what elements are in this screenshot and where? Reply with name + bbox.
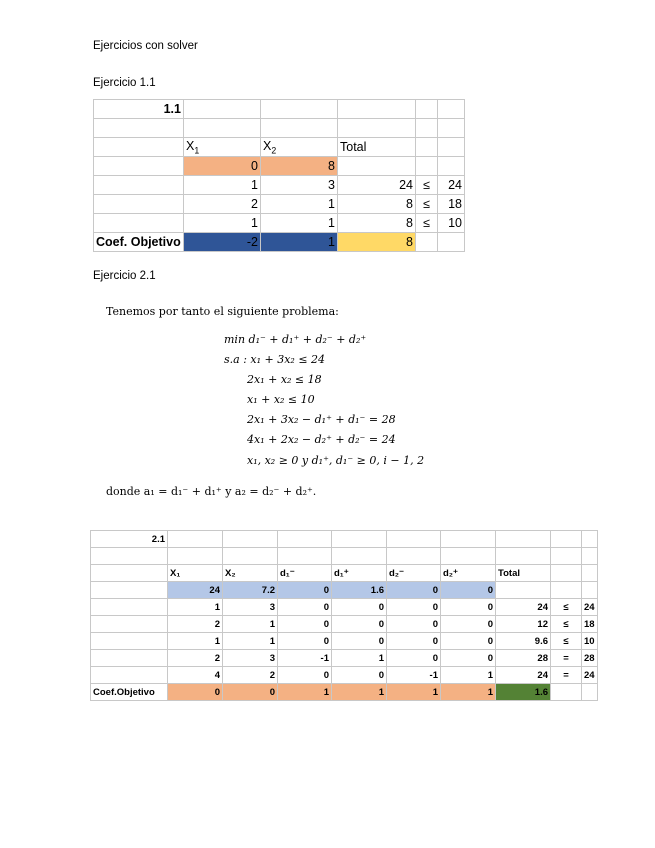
cell[interactable]	[223, 548, 278, 565]
cell[interactable]	[416, 119, 438, 138]
cell[interactable]	[94, 138, 184, 157]
cell[interactable]	[441, 531, 496, 548]
problem-statement-figure	[106, 305, 546, 505]
cell[interactable]	[91, 565, 168, 582]
cell[interactable]	[223, 531, 278, 548]
cell[interactable]	[94, 195, 184, 214]
header-x2-sub: 2	[271, 145, 277, 156]
cell[interactable]	[91, 582, 168, 599]
constraint-2: 2x₁ + x₂ ≤ 18	[247, 373, 322, 386]
cell[interactable]	[338, 100, 416, 119]
coef-cell[interactable]: 1	[168, 599, 223, 616]
coef-cell[interactable]: 0	[278, 633, 332, 650]
coef-cell[interactable]: 2	[168, 616, 223, 633]
table-row	[91, 531, 598, 548]
table-row	[94, 233, 465, 252]
cell[interactable]	[582, 531, 598, 548]
objective-coef-cell[interactable]: 1	[441, 684, 496, 701]
rhs-cell[interactable]: 10	[438, 214, 465, 233]
rhs-cell[interactable]: 24	[438, 176, 465, 195]
total-cell[interactable]: 12	[496, 616, 551, 633]
spreadsheet-table-2-1	[90, 530, 598, 701]
coef-cell[interactable]: 2	[223, 667, 278, 684]
constraint-5: 4x₁ + 2x₂ − d₂⁺ + d₂⁻ = 24	[247, 433, 396, 446]
header-d1-minus[interactable]: d₁⁻	[278, 565, 332, 582]
table-row	[91, 565, 598, 582]
header-d2-minus[interactable]: d₂⁻	[387, 565, 441, 582]
coef-cell[interactable]: 0	[441, 650, 496, 667]
cell[interactable]	[551, 684, 582, 701]
total-cell[interactable]: 24	[496, 599, 551, 616]
objective-coef-cell[interactable]: 0	[168, 684, 223, 701]
coef-cell[interactable]: 0	[278, 599, 332, 616]
rhs-cell[interactable]: 18	[582, 616, 598, 633]
cell[interactable]	[91, 616, 168, 633]
table-row	[94, 214, 465, 233]
cell[interactable]	[91, 633, 168, 650]
cell[interactable]	[91, 650, 168, 667]
coef-cell[interactable]: 0	[278, 616, 332, 633]
total-cell[interactable]: 8	[338, 214, 416, 233]
coef-cell[interactable]: 0	[387, 633, 441, 650]
header-x2[interactable]: X₂	[223, 565, 278, 582]
coef-cell[interactable]: 0	[332, 599, 387, 616]
constraint-4: 2x₁ + 3x₂ − d₁⁺ + d₁⁻ = 28	[247, 413, 396, 426]
objective-coef-cell[interactable]: 0	[223, 684, 278, 701]
table-row	[94, 100, 465, 119]
header-d2-plus[interactable]: d₂⁺	[441, 565, 496, 582]
coef-cell[interactable]: 0	[441, 616, 496, 633]
coef-cell[interactable]: 1	[261, 214, 338, 233]
table-row	[94, 195, 465, 214]
table-row	[91, 650, 598, 667]
cell[interactable]	[278, 531, 332, 548]
var-x2-value[interactable]: 8	[261, 157, 338, 176]
var-value-cell[interactable]: 24	[168, 582, 223, 599]
cell[interactable]	[261, 100, 338, 119]
rhs-cell[interactable]: 10	[582, 633, 598, 650]
coef-cell[interactable]: 0	[387, 599, 441, 616]
var-value-cell[interactable]: 0	[387, 582, 441, 599]
objective-value[interactable]: 8	[338, 233, 416, 252]
coef-cell[interactable]: 1	[441, 667, 496, 684]
operator-cell[interactable]: ≤	[551, 633, 582, 650]
coef-cell[interactable]: 1	[261, 195, 338, 214]
cell[interactable]	[582, 684, 598, 701]
cell[interactable]	[332, 531, 387, 548]
operator-cell[interactable]: =	[551, 650, 582, 667]
objective-label[interactable]: Coef.Objetivo	[91, 684, 168, 701]
constraint-3: x₁ + x₂ ≤ 10	[247, 393, 315, 406]
coef-cell[interactable]: 1	[168, 633, 223, 650]
cell[interactable]	[416, 100, 438, 119]
total-cell[interactable]: 24	[496, 667, 551, 684]
objective-label[interactable]: Coef. Objetivo	[94, 233, 184, 252]
cell[interactable]	[551, 565, 582, 582]
cell[interactable]	[338, 157, 416, 176]
coef-cell[interactable]: -1	[387, 667, 441, 684]
table-row	[91, 616, 598, 633]
total-cell[interactable]: 24	[338, 176, 416, 195]
objective-coef-x2[interactable]: 1	[261, 233, 338, 252]
objective-coef-cell[interactable]: 1	[278, 684, 332, 701]
spreadsheet-table-1-1	[93, 99, 465, 252]
table-row	[91, 599, 598, 616]
exercise-2-label: Ejercicio 2.1	[93, 270, 156, 282]
rhs-cell[interactable]: 28	[582, 650, 598, 667]
coef-cell[interactable]: 4	[168, 667, 223, 684]
cell[interactable]	[416, 138, 438, 157]
constraint-6: x₁, x₂ ≥ 0 y d₁⁺, d₁⁻ ≥ 0, i − 1, 2	[247, 454, 425, 467]
section-label[interactable]: 1.1	[94, 100, 184, 119]
problem-note: donde a₁ = d₁⁻ + d₁⁺ y a₂ = d₂⁻ + d₂⁺.	[106, 485, 317, 498]
coef-cell[interactable]: 2	[184, 195, 261, 214]
cell[interactable]	[278, 548, 332, 565]
header-x1[interactable]: X₁	[168, 565, 223, 582]
coef-cell[interactable]: 0	[387, 616, 441, 633]
cell[interactable]	[582, 565, 598, 582]
coef-cell[interactable]: 0	[332, 667, 387, 684]
constraint-1: s.a : x₁ + 3x₂ ≤ 24	[224, 353, 326, 366]
objective-coef-cell[interactable]: 1	[332, 684, 387, 701]
coef-cell[interactable]: 0	[441, 633, 496, 650]
objective-coef-x1[interactable]: -2	[184, 233, 261, 252]
coef-cell[interactable]: 0	[332, 616, 387, 633]
cell[interactable]	[438, 233, 465, 252]
problem-intro: Tenemos por tanto el siguiente problema:	[106, 305, 339, 318]
cell[interactable]	[168, 548, 223, 565]
coef-cell[interactable]: 1	[223, 616, 278, 633]
table-row	[91, 548, 598, 565]
operator-cell[interactable]: =	[551, 667, 582, 684]
cell[interactable]	[332, 548, 387, 565]
cell[interactable]	[91, 599, 168, 616]
problem-objective: min d₁⁻ + d₁⁺ + d₂⁻ + d₂⁺	[224, 333, 367, 346]
cell[interactable]	[94, 119, 184, 138]
cell[interactable]	[387, 531, 441, 548]
var-value-cell[interactable]: 0	[278, 582, 332, 599]
objective-value[interactable]: 1.6	[496, 684, 551, 701]
table-row	[91, 684, 598, 701]
header-d1-plus[interactable]: d₁⁺	[332, 565, 387, 582]
cell[interactable]	[496, 582, 551, 599]
var-value-cell[interactable]: 1.6	[332, 582, 387, 599]
header-x2[interactable]	[261, 138, 338, 157]
section-label[interactable]: 2.1	[91, 531, 168, 548]
header-total[interactable]: Total	[496, 565, 551, 582]
rhs-cell[interactable]: 24	[582, 667, 598, 684]
cell[interactable]	[94, 214, 184, 233]
cell[interactable]	[184, 100, 261, 119]
operator-cell[interactable]: ≤	[416, 176, 438, 195]
header-x1[interactable]	[184, 138, 261, 157]
header-x2-text: X	[263, 138, 272, 153]
header-x1-text: X	[186, 138, 195, 153]
coef-cell[interactable]: 1	[184, 214, 261, 233]
cell[interactable]	[387, 548, 441, 565]
cell[interactable]	[416, 157, 438, 176]
cell[interactable]	[582, 582, 598, 599]
cell[interactable]	[551, 531, 582, 548]
cell[interactable]	[91, 548, 168, 565]
table-row	[94, 157, 465, 176]
coef-cell[interactable]: 1	[332, 650, 387, 667]
rhs-cell[interactable]: 24	[582, 599, 598, 616]
var-value-cell[interactable]: 0	[441, 582, 496, 599]
cell[interactable]	[496, 531, 551, 548]
coef-cell[interactable]: 1	[223, 633, 278, 650]
operator-cell[interactable]: ≤	[416, 195, 438, 214]
cell[interactable]	[441, 548, 496, 565]
table-row	[94, 119, 465, 138]
cell[interactable]	[551, 548, 582, 565]
coef-cell[interactable]: 3	[223, 599, 278, 616]
cell[interactable]	[91, 667, 168, 684]
cell[interactable]	[438, 119, 465, 138]
cell[interactable]	[496, 548, 551, 565]
operator-cell[interactable]: ≤	[551, 599, 582, 616]
cell[interactable]	[438, 138, 465, 157]
cell[interactable]	[94, 157, 184, 176]
table-row	[91, 667, 598, 684]
table-row	[91, 633, 598, 650]
header-x1-sub: 1	[194, 145, 200, 156]
cell[interactable]	[94, 176, 184, 195]
cell[interactable]	[261, 119, 338, 138]
coef-cell[interactable]: 3	[261, 176, 338, 195]
cell[interactable]	[438, 100, 465, 119]
header-total[interactable]: Total	[338, 138, 416, 157]
cell[interactable]	[338, 119, 416, 138]
coef-cell[interactable]: 0	[332, 633, 387, 650]
cell[interactable]	[168, 531, 223, 548]
table-row	[91, 582, 598, 599]
cell[interactable]	[551, 582, 582, 599]
page-title: Ejercicios con solver	[93, 40, 198, 52]
var-x1-value[interactable]: 0	[184, 157, 261, 176]
coef-cell[interactable]: 0	[441, 599, 496, 616]
objective-coef-cell[interactable]: 1	[387, 684, 441, 701]
total-cell[interactable]: 28	[496, 650, 551, 667]
rhs-cell[interactable]: 18	[438, 195, 465, 214]
cell[interactable]	[184, 119, 261, 138]
cell[interactable]	[416, 233, 438, 252]
coef-cell[interactable]: 0	[278, 667, 332, 684]
coef-cell[interactable]: 1	[184, 176, 261, 195]
exercise-1-label: Ejercicio 1.1	[93, 77, 156, 89]
coef-cell[interactable]: 3	[223, 650, 278, 667]
coef-cell[interactable]: 2	[168, 650, 223, 667]
coef-cell[interactable]: -1	[278, 650, 332, 667]
cell[interactable]	[438, 157, 465, 176]
total-cell[interactable]: 9.6	[496, 633, 551, 650]
cell[interactable]	[582, 548, 598, 565]
operator-cell[interactable]: ≤	[551, 616, 582, 633]
var-value-cell[interactable]: 7.2	[223, 582, 278, 599]
table-row	[94, 176, 465, 195]
coef-cell[interactable]: 0	[387, 650, 441, 667]
total-cell[interactable]: 8	[338, 195, 416, 214]
table-row	[94, 138, 465, 157]
operator-cell[interactable]: ≤	[416, 214, 438, 233]
